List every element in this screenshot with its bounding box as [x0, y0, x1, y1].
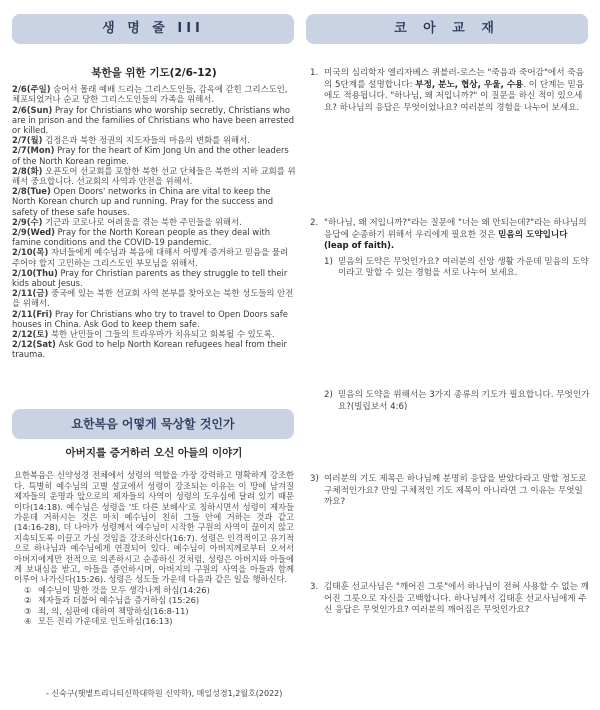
sermon-point-number: ④ [24, 616, 32, 627]
question-text [324, 474, 590, 509]
sermon-point-number: ① [24, 584, 32, 595]
question-number: 2. [310, 218, 319, 228]
sub-question-text: 믿음의 도약은 무엇인가요? 여러분의 신앙 생활 가운데 믿음의 도약이라고 말할 수 있는 경험을 서로 나누어 보세요. [338, 256, 589, 279]
prayer-item [12, 339, 296, 359]
sermon-point-text: 예수님이 말한 것을 모두 생각나게 하심(14:26) [38, 584, 210, 595]
sermon-body: 요한복음은 신약성경 전체에서 성령의 역할을 가장 강력하고 명확하게 강조한다. 특별히 예수님의 고별 설교에서 성령이 강조되는 이유는 이 땅에 남겨질 제자들의 운명과 앞으로의 제자들의 사역이 성령의 도우심에 달려 있기 때문이다(14:18). 예수님은 성령을 '또 다른 보혜사'로 칭하시면서 성령이 제자들 가운데 거하시는 것은 마치 예수님이 친히 그들 안에 거하는 것과 같고(14:16-28), 더 나아가 성령께서 예수님이 시작한 구원의 사역이 끊이지 않고 지속되도록 이끌고 가실 것임을 강조하신다(16:7). 성령은 인격적이고 유기적으로 하나님과 예수님에게 연결되어 있다. 예수님이 아버지께로부터 오셔서 아버지에게만 전적으로 의존하시고 순종하신 것처럼, 성령은 아버지와 아들에게 보내심을 받고, 아들을 증언하시며, 아버지의 구원의 사역을 아들과 함께 이루어 나가신다(15:26). 성령은 성도들 가운데 다음과 같은 일을 행하신다. [14, 470, 294, 585]
sermon-point [14, 606, 294, 616]
question-3 [310, 582, 590, 617]
prayer-date: 2/9(수) [12, 216, 43, 227]
sermon-credit: - 신숙구(햇볕트리니티신학대학원 신약학), 매일성경1,2월호(2022) [46, 689, 283, 698]
sermon-points [14, 585, 294, 627]
prayer-text: Open Doors' networks in China are vital to keep the North Korean church up and running. Pray for the success and safety of these safe houses. [12, 186, 274, 217]
prayer-text: Pray for the heart of Kim Jong Un and the other leaders of the North Korean regime. [12, 145, 289, 166]
prayer-text: Pray for Christian parents as they struggle to tell their kids about Jesus. [12, 267, 288, 289]
sermon-point-number: ② [24, 595, 32, 606]
sub-question [324, 390, 590, 413]
prayer-item [12, 84, 296, 104]
header-core-material: 코 아 교 재 [306, 14, 588, 44]
prayer-item [12, 105, 296, 136]
prayer-title: 북한을 위한 기도(2/6-12) [91, 67, 217, 79]
prayer-item [12, 217, 296, 227]
prayer-text: 숨어서 몰래 예배 드리는 그리스도인들, 감옥에 갇힌 그리스도인, 체포되었거나 순교 당한 그리스도인들의 가족을 위해서. [12, 84, 288, 105]
prayer-item [12, 166, 296, 186]
sermon-title: 아버지를 증거하러 오신 아들의 이야기 [65, 447, 243, 459]
question-text-part: . 이 단계는 믿음에도 적용됩니다. "하나님, 왜 저입니까?" 이 질문을 하신 적이 있으세요? 하나님의 응답은 무엇이었나요? 여러분의 경험을 나누어 보세요. [324, 79, 585, 113]
question-text-part: 김태훈 선교사님은 "깨어진 그릇"에서 하나님이 전혀 사용할 수 없는 깨어진 그릇으로 자신을 고백합니다. 하나님께서 김태훈 선교사님에게 주신 응답은 무엇인가요? 여러분의 깨어짐은 무엇인가요? [324, 582, 589, 616]
sermon-point-number: ③ [24, 605, 32, 616]
sub-question [324, 257, 590, 280]
question-text-part: 여러분의 기도 제목은 하나님께 분명히 응답을 받았다라고 말할 정도로 구체적인가요? 만일 구체적인 기도 제목이 아니라면 그 이유는 무엇일까요? [324, 474, 587, 508]
prayer-date: 2/6(Sun) [12, 104, 53, 115]
question-1 [310, 68, 590, 114]
prayer-item [12, 145, 296, 165]
question-text [324, 68, 590, 114]
prayer-item [12, 227, 296, 247]
prayer-text: 중국에 있는 북한 선교회 사역 본부를 찾아오는 북한 성도들의 안전을 위해서. [12, 288, 294, 309]
header-sermon: 요한복음 어떻게 묵상할 것인가 [12, 409, 294, 439]
sermon-point-text: 모든 진리 가운데로 인도하심(16:13) [38, 616, 173, 627]
prayer-date: 2/8(Tue) [12, 186, 51, 197]
prayer-date: 2/10(목) [12, 247, 49, 258]
prayer-text: Pray for Christians who worship secretly, Christians who are in prison and the families of Christians who have been arrested or killed. [12, 104, 295, 136]
header-life-line: 생 명 줄 III [12, 14, 294, 44]
prayer-text: Ask God to help North Korean refugees heal from their trauma. [12, 339, 287, 360]
prayer-item [12, 268, 296, 288]
prayer-text: 김정은과 북한 정권의 지도자들의 마음의 변화를 위해서. [42, 135, 250, 146]
prayer-text: 오픈도어 선교회를 포함한 북한 선교 단체들은 북한의 지하 교회를 위해서 중요합니다. 선교회의 사역과 안전을 위해서. [12, 165, 296, 187]
prayer-text: Pray for the North Korean people as they deal with famine conditions and the COVID-19 pandemic. [12, 227, 271, 248]
sermon-section [14, 448, 294, 627]
prayer-date: 2/7(월) [12, 135, 43, 146]
prayer-date: 2/12(토) [12, 329, 49, 340]
prayer-text: Pray for Christians who try to travel to Open Doors safe houses in China. Ask God to keep them safe. [12, 308, 288, 329]
sermon-point [14, 595, 294, 605]
prayer-list [12, 84, 296, 359]
question-text [324, 582, 590, 617]
prayer-date: 2/10(Thu) [12, 267, 58, 278]
prayer-text: 북한 난민들이 그들의 트라우마가 치유되고 회복될 수 있도록. [48, 329, 275, 340]
prayer-date: 2/12(Sat) [12, 339, 56, 350]
prayer-item [12, 288, 296, 308]
question-emphasis: 믿음의 도약입니다(leap of faith). [324, 229, 568, 252]
question-number: 3) [310, 474, 319, 484]
question-number: 1. [310, 68, 319, 78]
question-text [324, 218, 590, 253]
question-text-part: "하나님, 왜 저입니까?"라는 질문에 "너는 왜 안되는데?"라는 하나님의 응답에 순종하기 위해서 우리에게 필요한 것은 [324, 218, 587, 240]
sub-question-number: 1) [324, 256, 333, 267]
prayer-date: 2/11(Fri) [12, 308, 53, 319]
prayer-item [12, 186, 296, 217]
prayer-section [12, 68, 296, 360]
question-3-sub [310, 474, 590, 509]
sermon-point-text: 죄, 의, 심판에 대하여 책망하심(16:8-11) [38, 605, 189, 616]
question-emphasis: 부정, 분노, 협상, 우울, 수용 [415, 79, 524, 90]
prayer-item [12, 247, 296, 267]
prayer-date: 2/8(화) [12, 165, 43, 176]
prayer-item [12, 329, 296, 339]
question-text-part: 미국의 심리학자 엘리자베스 퀴블러-로스는 "죽음과 죽어감"에서 죽음의 5단계를 설명합니다: [324, 68, 584, 90]
sermon-point [14, 616, 294, 626]
sermon-point-text: 제자들과 더불어 예수님을 증거하심 (15:26) [38, 595, 200, 606]
prayer-date: 2/11(금) [12, 288, 49, 299]
question-2 [310, 218, 590, 413]
prayer-item [12, 135, 296, 145]
prayer-item [12, 309, 296, 329]
prayer-date: 2/7(Mon) [12, 145, 55, 156]
question-number: 3. [310, 582, 319, 592]
sub-question-number: 2) [324, 389, 333, 400]
sermon-point [14, 585, 294, 595]
prayer-text: 자녀들에게 예수님과 복음에 대해서 어떻게 증거하고 믿음을 물려주어야 할지 고민하는 그리스도인 부모님을 위해서. [12, 247, 289, 268]
prayer-text: 기근과 코로나로 어려움을 겪는 북한 주민들을 위해서. [42, 216, 242, 227]
prayer-date: 2/6(주일) [12, 84, 51, 95]
sub-question-text: 믿음의 도약을 위해서는 3가지 종류의 기도가 필요합니다. 무엇인가요?(빌립보서 4:6) [338, 389, 590, 412]
prayer-date: 2/9(Wed) [12, 227, 55, 238]
